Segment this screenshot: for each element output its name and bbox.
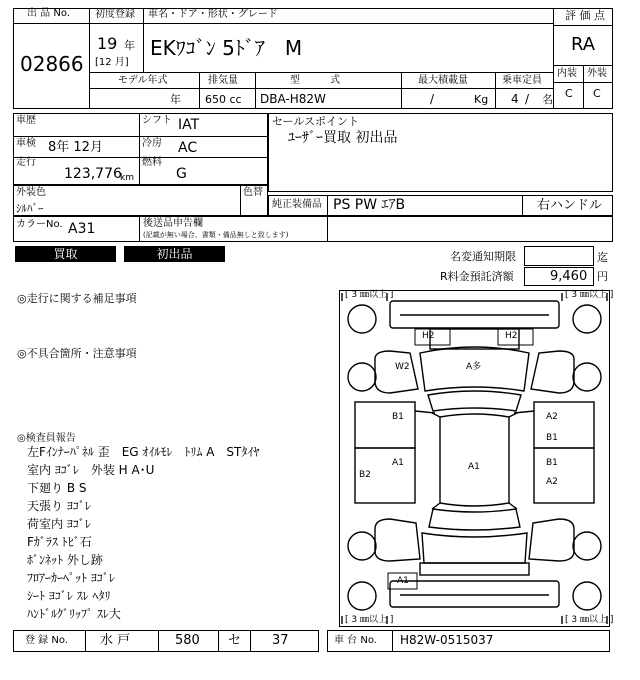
reg-no-label: 登 録 No. [25,635,68,646]
mark-b1-left: B1 [392,412,404,422]
mark-h2-left: H2 [422,331,435,341]
ac-label: 冷房 [142,138,162,149]
score-value: RA [571,34,596,55]
displacement-label: 排気量 [208,75,238,86]
shift-label: シフト [142,115,172,126]
mark-a1-left: A1 [392,458,404,468]
recycle-unit: 円 [597,270,608,283]
sales-point-text: ﾕｰｻﾞｰ買取 初出品 [288,130,398,146]
name-change-unit: 迄 [597,251,608,264]
max-load-label: 最大積載量 [418,75,468,86]
mark-b1-right: B1 [546,433,558,443]
mark-a1-bottom: A1 [397,576,409,586]
tire-depth-rear-left: [ 3 ㎜以上 ] [345,615,394,625]
fuel-value: G [176,166,187,182]
mileage-label: 走行 [16,157,36,168]
report-line: ﾌﾛｱｰｶｰﾍﾟｯﾄ ﾖｺﾞﾚ [27,571,115,585]
interior-label: 内装 [557,68,577,79]
capacity-suffix: 名 [542,93,553,106]
reg-class: 580 [175,633,200,648]
exterior-grade: C [593,87,601,100]
score-label: 評 価 点 [565,9,605,22]
buyback-badge: 買取 [15,246,116,262]
type-label: 型 式 [290,75,340,86]
reg-kana: セ [228,633,242,648]
color-frame [13,185,268,216]
color-label: 外装色 [16,187,46,198]
equipment-value: PS PW ｴｱB [333,197,406,213]
car-outline-svg [340,291,609,626]
sales-point-label: セールスポイント [272,115,360,128]
mark-a2-right: A2 [546,412,558,422]
tire-depth-front-right: [ 3 ㎜以上 ] [565,290,614,300]
color-change-label: 色替 [243,187,263,198]
first-listing-badge: 初出品 [124,246,225,262]
color-no-label: カラーNo. [16,219,63,230]
recycle-label: R料金預託済額 [440,270,514,283]
inspection-label: 車検 [16,138,36,149]
model-year-label: モデル年式 [118,75,168,86]
mileage-unit: km [120,173,134,183]
capacity-label: 乗車定員 [502,75,542,86]
name-change-label: 名変通知期限 [450,250,516,263]
interior-grade: C [565,87,573,100]
mark-h2-right: H2 [505,331,518,341]
report-line: ｼｰﾄ ﾖｺﾞﾚ ｽﾚ ﾍﾀﾘ [27,589,111,603]
report-line: 下廻り B S [27,481,87,495]
car-name-label: 車名・ドア・形状・グレード [148,9,278,20]
model-year-unit: 年 [170,93,181,106]
supplement-label: ◎走行に関する補足事項 [17,292,137,305]
type-value: DBA-H82W [260,92,326,106]
shipping-note: (記載が無い場合、書類・備品無しと致します) [143,231,289,239]
max-load-unit: Kg [474,93,489,106]
report-line: ﾊﾝﾄﾞﾙｸﾞﾘｯﾌﾟ ｽﾚ大 [27,607,121,621]
name-change-box [524,246,594,266]
mark-a1-center: A1 [468,462,480,472]
year-unit: 年 [124,39,135,52]
color-no-value: A31 [68,221,96,237]
capacity-slash: / [525,92,530,106]
chassis-label: 車 台 No. [334,635,377,646]
capacity-value: 4 [511,92,519,106]
fuel-label: 燃料 [142,157,162,168]
exterior-label: 外装 [587,68,607,79]
color-no-frame [13,216,613,242]
car-name: EKﾜｺﾞﾝ 5ﾄﾞｱ M [150,36,303,60]
mileage-value: 123,776 [64,166,122,182]
lot-label: 出 品 No. [27,8,70,19]
first-reg-year: 19 [97,34,118,53]
tire-depth-front-left: [ 3 ㎜以上 ] [345,290,394,300]
mark-b1-right-rear: B1 [546,458,558,468]
ac-value: AC [178,140,198,156]
shipping-label: 後送品申告欄 [143,218,203,229]
reg-area: 水 戸 [100,633,131,648]
report-line: Fｶﾞﾗｽ ﾄﾋﾞ石 [27,535,92,549]
mark-a-multi: A多 [466,362,482,372]
mark-w2: W2 [395,362,410,372]
tire-depth-rear-right: [ 3 ㎜以上 ] [565,615,614,625]
history-label: 車歴 [16,115,36,126]
report-line: 左Fｲﾝﾅｰﾊﾟﾈﾙ 歪 EG ｵｲﾙﾓﾚ ﾄﾘﾑ A STﾀｲﾔ [27,445,260,459]
report-line: 室内 ﾖｺﾞﾚ 外装 H A･U [27,463,155,477]
recycle-value: 9,460 [550,269,588,284]
shift-value: IAT [178,117,200,133]
lot-number: 02866 [20,52,84,76]
inspection-value: 8年 12月 [48,140,103,155]
mark-a2-right-rear: A2 [546,477,558,487]
max-load-slash: / [430,92,435,106]
report-line: 荷室内 ﾖｺﾞﾚ [27,517,91,531]
report-line: ﾎﾞﾝﾈｯﾄ 外し跡 [27,553,103,567]
color-value: ｼﾙﾊﾞｰ [16,202,44,215]
report-line: 天張り ﾖｺﾞﾚ [27,499,91,513]
equipment-label: 純正装備品 [272,199,322,210]
steering-value: 右ハンドル [537,198,603,213]
first-reg-label: 初度登録 [95,9,135,20]
reg-number: 37 [272,633,289,648]
first-reg-month: [12 月] [95,57,129,68]
car-diagram [339,290,614,627]
mark-b2-left: B2 [359,470,371,480]
chassis-number: H82W-0515037 [400,633,494,647]
displacement-value: 650 cc [205,93,242,106]
defects-label: ◎不具合箇所・注意事項 [17,347,137,360]
inspector-label: ◎検査員報告 [17,433,76,444]
